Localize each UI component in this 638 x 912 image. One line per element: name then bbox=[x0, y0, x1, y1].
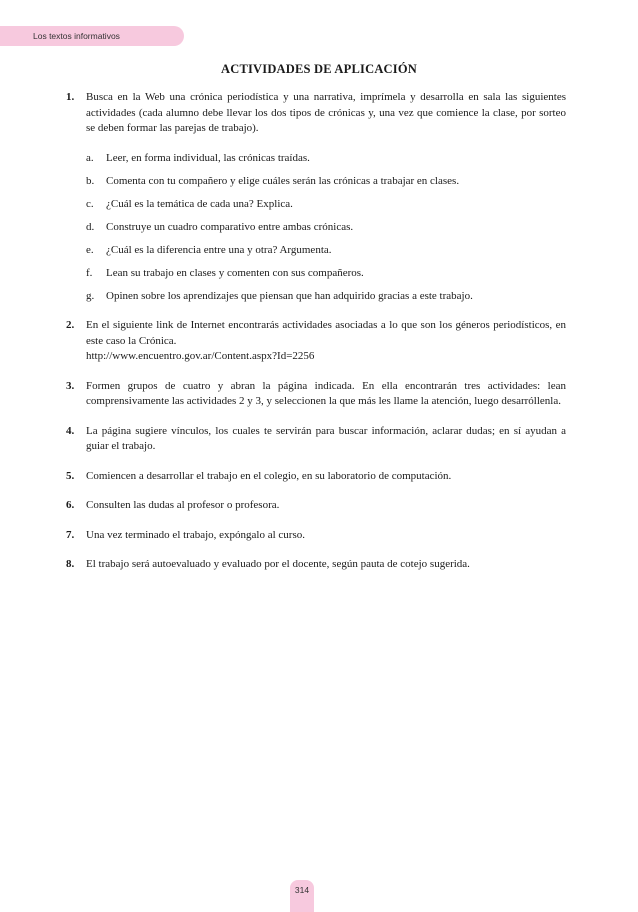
item-text: Formen grupos de cuatro y abran la página indicada. En ella encontrarán tres actividades: lean comprensivamente las actividades 2 y 3, y seleccionen la que más les llame la atención, luego desarróllenla. bbox=[86, 379, 566, 407]
list-item-5 bbox=[66, 469, 566, 485]
sub-letter: b. bbox=[86, 174, 95, 187]
list-item-1 bbox=[66, 90, 566, 137]
activities-list bbox=[66, 90, 566, 587]
web-link[interactable]: http://www.encuentro.gov.ar/Content.aspx?Id=2256 bbox=[86, 350, 315, 362]
list-item-7 bbox=[66, 528, 566, 544]
sub-text: Opinen sobre los aprendizajes que piensan que han adquirido gracias a este trabajo. bbox=[106, 289, 473, 302]
sub-activities-list bbox=[86, 151, 566, 305]
list-item-d bbox=[86, 220, 566, 236]
item-number: 3. bbox=[66, 379, 75, 392]
item-text: La página sugiere vínculos, los cuales te servirán para buscar información, aclarar dudas; en sí ayudan a guiar el trabajo. bbox=[86, 424, 566, 452]
item-text: Comiencen a desarrollar el trabajo en el colegio, en su laboratorio de computación. bbox=[86, 469, 452, 482]
sub-letter: d. bbox=[86, 220, 95, 233]
sub-text: ¿Cuál es la diferencia entre una y otra? Argumenta. bbox=[106, 243, 332, 256]
item-text bbox=[86, 90, 566, 137]
item-number: 7. bbox=[66, 528, 75, 541]
sub-letter: e. bbox=[86, 243, 94, 256]
item-number: 6. bbox=[66, 499, 75, 511]
section-header-tab bbox=[0, 26, 184, 46]
list-item-2 bbox=[66, 318, 566, 365]
item-number: 5. bbox=[66, 469, 75, 482]
sub-text: Leer, en forma individual, las crónicas traídas. bbox=[106, 151, 310, 164]
page-number: 314 bbox=[294, 885, 310, 895]
list-item-8 bbox=[66, 557, 566, 573]
sub-text: Lean su trabajo en clases y comenten con sus compañeros. bbox=[106, 266, 364, 279]
list-item-g bbox=[86, 289, 566, 305]
sub-letter: f. bbox=[86, 266, 93, 279]
list-item-e bbox=[86, 243, 566, 259]
item-text-content: Busca en la Web una crónica periodística y una narrativa, imprímela y desarrolla en sala las siguientes actividades (cada alumno debe llevar los dos tipos de crónicas y, una vez que comience la clase, por sorteo se deben formar las parejas de trabajo). bbox=[86, 91, 566, 134]
list-item-b bbox=[86, 174, 566, 190]
list-item-f bbox=[86, 266, 566, 282]
list-item-4 bbox=[66, 424, 566, 455]
item-text-content: En el siguiente link de Internet encontrarás actividades asociadas a lo que son los géneros periodísticos, en este caso la Crónica. bbox=[86, 319, 566, 347]
sub-letter: c. bbox=[86, 197, 94, 210]
item-text: Una vez terminado el trabajo, expóngalo al curso. bbox=[86, 528, 306, 541]
item-number: 4. bbox=[66, 424, 75, 437]
page-number-tab bbox=[290, 880, 314, 912]
sub-letter: g. bbox=[86, 289, 95, 302]
list-item-3 bbox=[66, 379, 566, 410]
item-number: 8. bbox=[66, 558, 75, 570]
item-number: 2. bbox=[66, 319, 75, 331]
list-item-a bbox=[86, 151, 566, 167]
sub-text: Construye un cuadro comparativo entre ambas crónicas. bbox=[106, 220, 354, 233]
sub-text: ¿Cuál es la temática de cada una? Explica. bbox=[106, 197, 293, 210]
sub-letter: a. bbox=[86, 151, 94, 164]
item-number: 1. bbox=[66, 91, 75, 103]
sub-text: Comenta con tu compañero y elige cuáles serán las crónicas a trabajar en clases. bbox=[106, 174, 460, 187]
page-title: ACTIVIDADES DE APLICACIÓN bbox=[220, 62, 417, 76]
item-text: Consulten las dudas al profesor o profesora. bbox=[86, 499, 280, 511]
item-text bbox=[86, 318, 566, 365]
list-item-6 bbox=[66, 498, 566, 514]
item-text: El trabajo será autoevaluado y evaluado por el docente, según pauta de cotejo sugerida. bbox=[86, 558, 470, 570]
section-title: Los textos informativos bbox=[33, 31, 120, 41]
list-item-c bbox=[86, 197, 566, 213]
